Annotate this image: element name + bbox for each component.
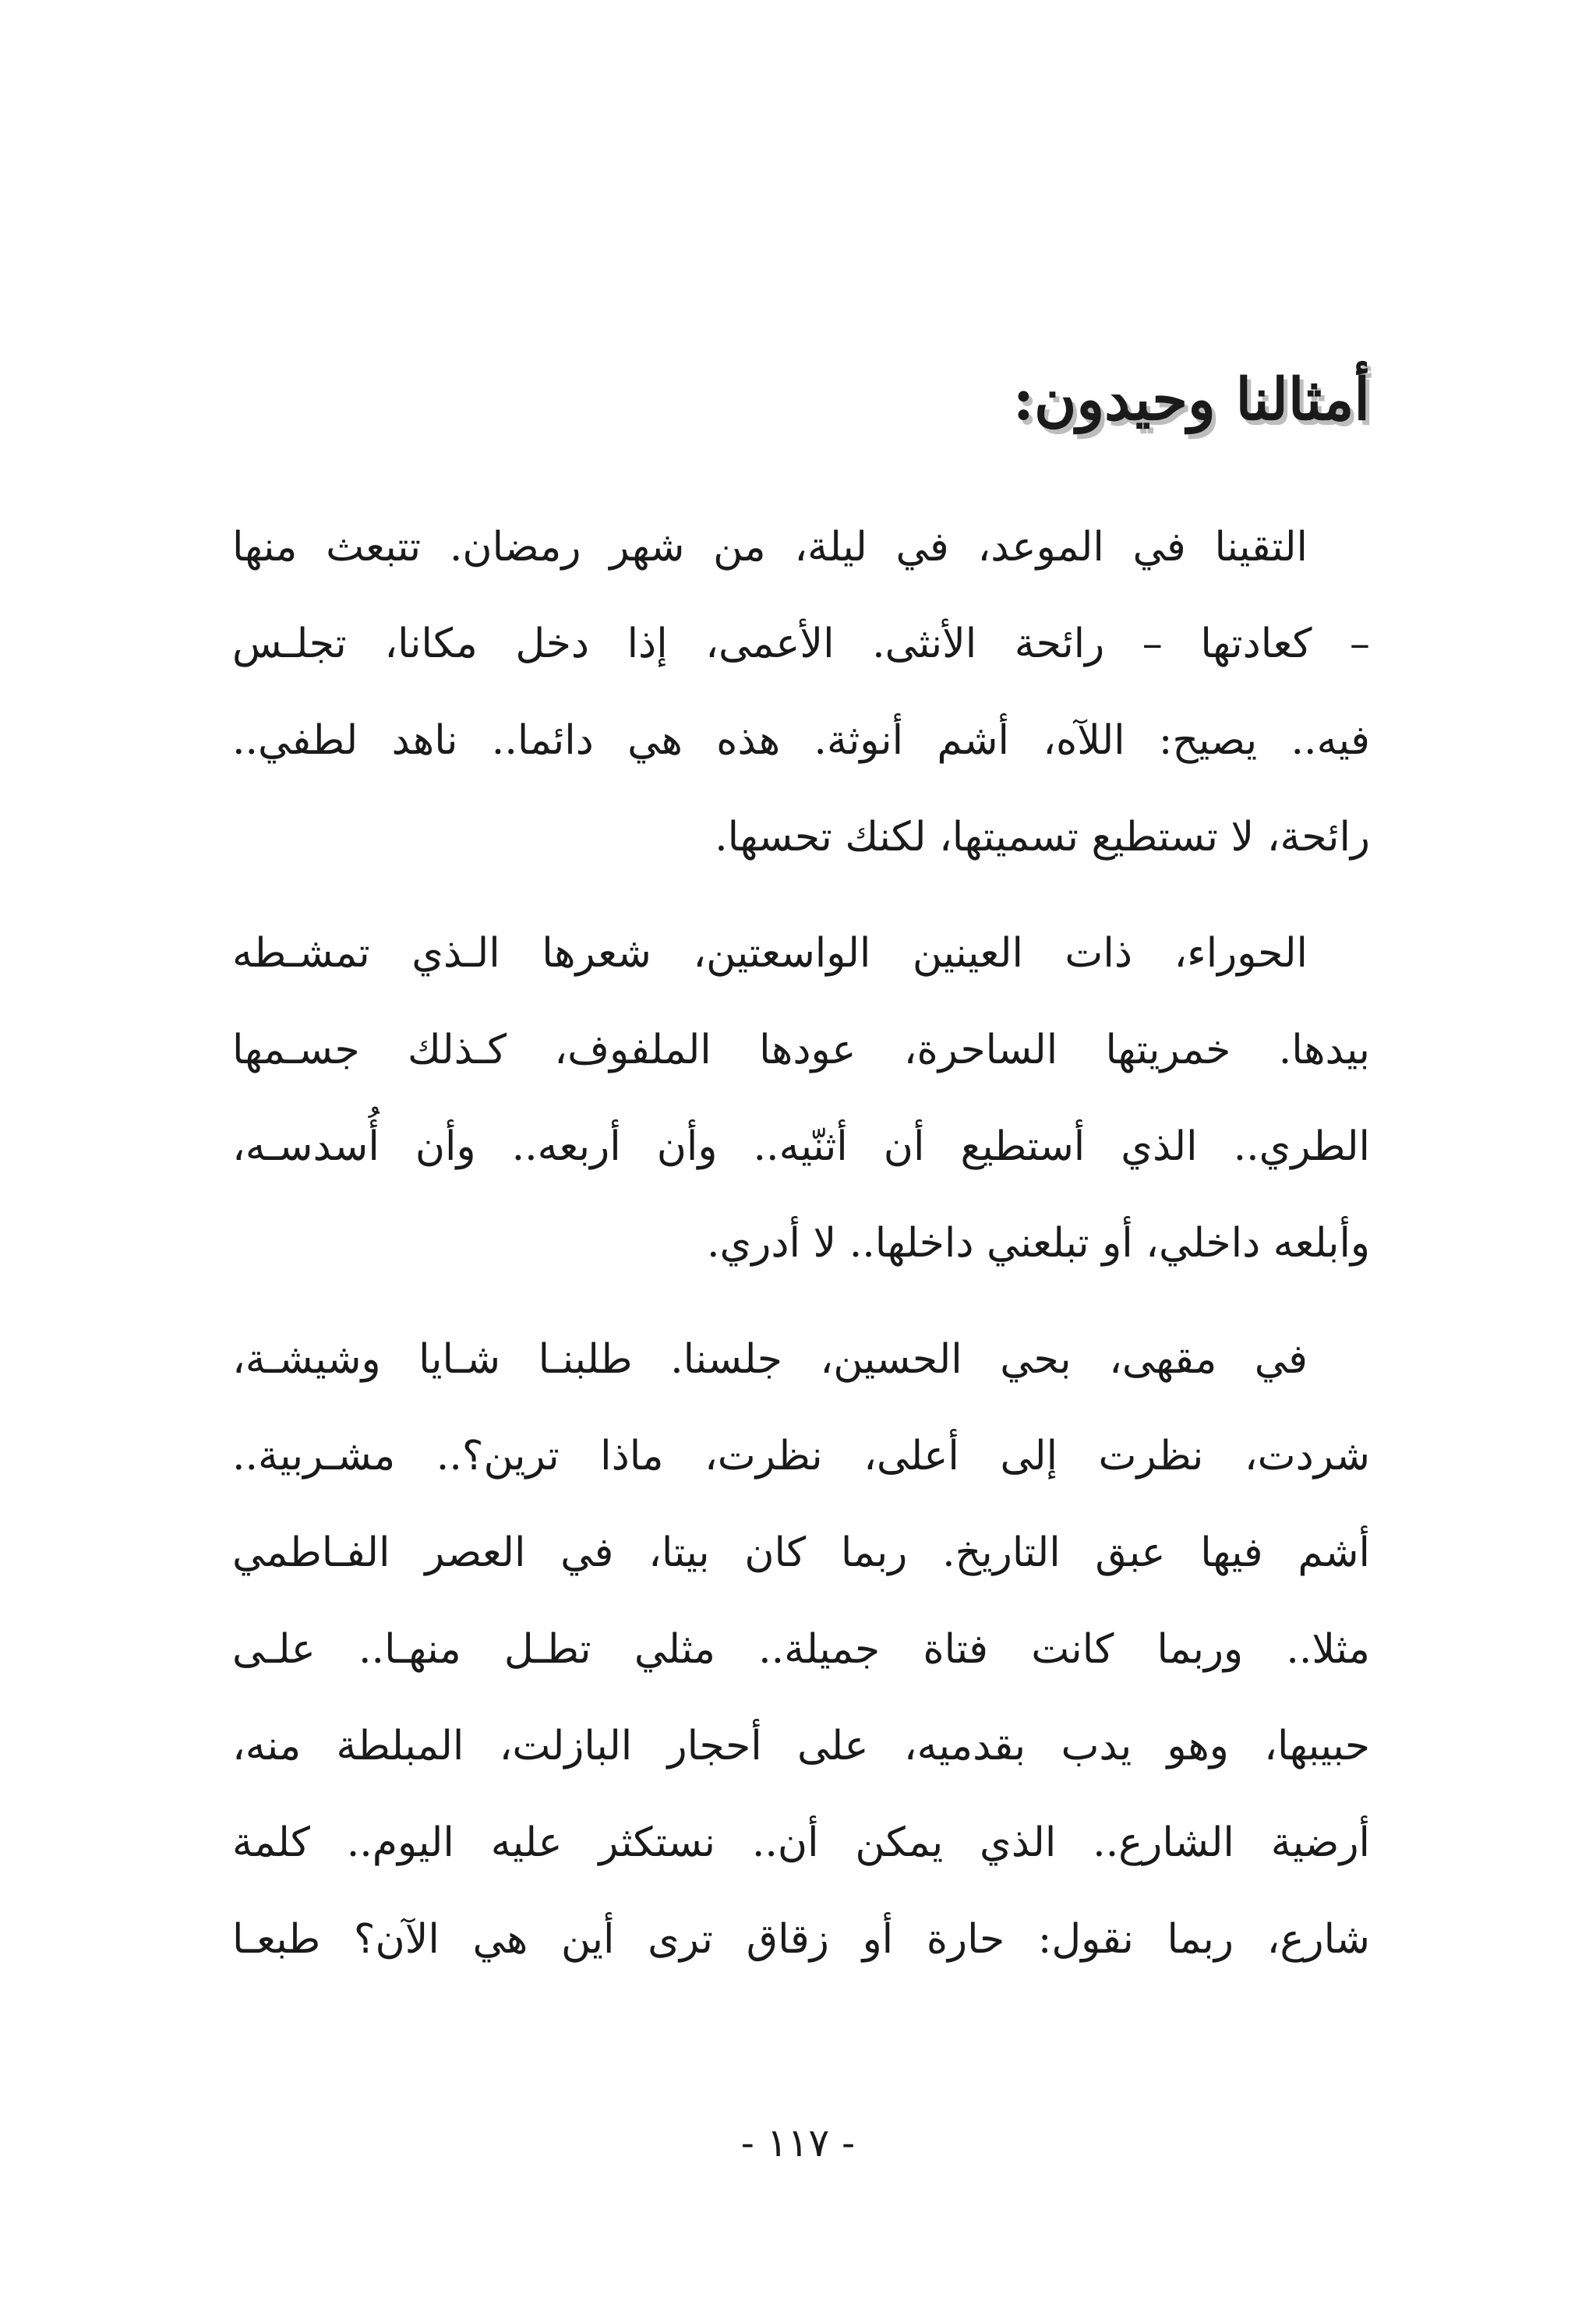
text-line: الحوراء، ذات العينين الواسعتين، شعرها الـذي تمشـطه <box>232 930 1308 977</box>
text-line: شردت، نظرت إلى أعلى، نظرت، ماذا ترين؟.. مشـربية.. <box>232 1433 1370 1480</box>
text-line: مثلا.. وربما كانت فتاة جميلة.. مثلي تطـل منهـا.. علـى <box>232 1626 1370 1673</box>
paragraph-3 <box>232 1311 1370 1988</box>
body-text <box>232 499 1370 2007</box>
page-number: - ١١٧ - <box>740 2120 856 2165</box>
text-line: أرضية الشارع.. الذي يمكن أن.. نستكثر عليه اليوم.. كلمة <box>232 1819 1370 1866</box>
text-line: فيه.. يصيح: اللآه، أشم أنوثة. هذه هي دائما.. ناهد لطفي.. <box>232 717 1370 764</box>
paragraph-2 <box>232 905 1370 1292</box>
text-line: – كعادتها – رائحة الأنثى. الأعمى، إذا دخل مكانا، تجلـس <box>232 620 1370 667</box>
text-line: شارع، ربما نقول: حارة أو زقاق ترى أين هي الآن؟ طبعـا <box>232 1916 1370 1963</box>
text-line: التقينا في الموعد، في ليلة، من شهر رمضان. تتبعث منها <box>232 524 1308 571</box>
text-line: الطري.. الذي أستطيع أن أثنّيه.. وأن أربعه.. وأن أُسدسـه، <box>232 1123 1370 1170</box>
text-line: وأبلعه داخلي، أو تبلعني داخلها.. لا أدري. <box>707 1220 1370 1267</box>
text-line: أشم فيها عبق التاريخ. ربما كان بيتا، في العصر الفـاطمي <box>232 1529 1370 1576</box>
text-line: رائحة، لا تستطيع تسميتها، لكنك تحسها. <box>715 814 1370 861</box>
text-line: في مقهى، بحي الحسين، جلسنا. طلبنـا شـايا وشيشـة، <box>232 1336 1308 1383</box>
section-heading: أمثالنا وحيدون: <box>1012 366 1370 433</box>
text-line: حبيبها، وهو يدب بقدميه، على أحجار البازلت، المبلطة منه، <box>232 1723 1370 1769</box>
paragraph-1 <box>232 499 1370 886</box>
text-line: بيدها. خمريتها الساحرة، عودها الملفوف، كـذلك جسـمها <box>232 1027 1370 1073</box>
